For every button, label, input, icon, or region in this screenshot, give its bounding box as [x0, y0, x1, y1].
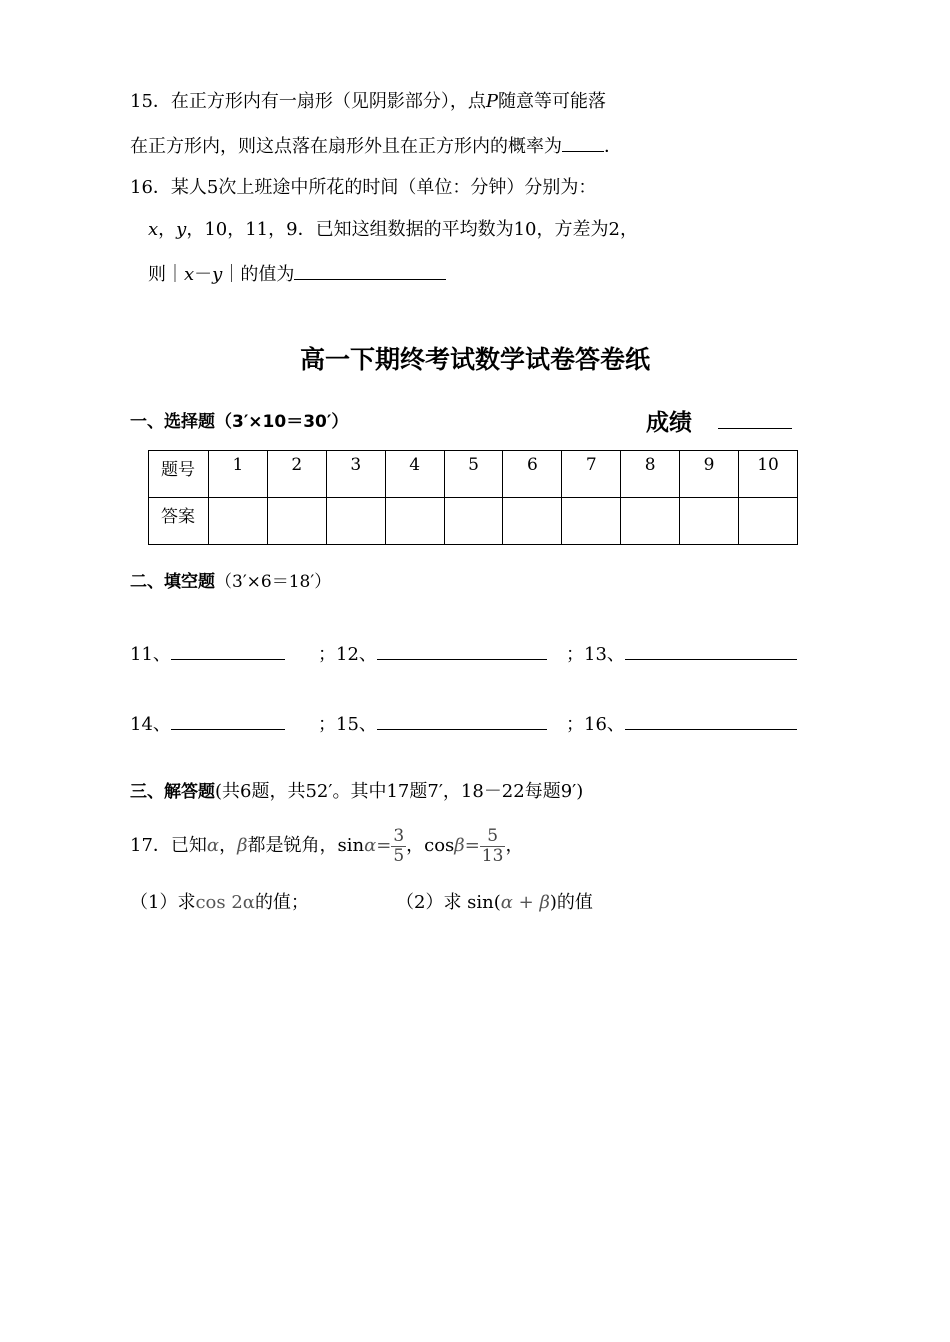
section2-heading: [130, 570, 331, 594]
blank-label-12: ；12、: [318, 644, 377, 665]
blank-15[interactable]: [377, 711, 547, 730]
q16-line1: [130, 176, 596, 200]
q17-comma: ，: [219, 835, 238, 856]
section1-heading: 一、选择题（3′×10＝30′）: [130, 412, 349, 432]
q15-text-a: 15．在正方形内有一扇形（见阴影部分），点: [130, 91, 486, 112]
q17-beta-2: β: [454, 835, 465, 856]
q16-answer-blank[interactable]: [294, 261, 446, 280]
blank-row-2: [130, 711, 285, 737]
q15-text-b: 随意等可能落: [498, 91, 607, 112]
blank-12[interactable]: [377, 641, 547, 660]
answer-cell[interactable]: [680, 498, 739, 545]
answer-cell[interactable]: [621, 498, 680, 545]
section2-label: 二、填空题: [130, 572, 215, 592]
blank-16[interactable]: [625, 711, 797, 730]
q17-part1: [130, 891, 309, 915]
blank-13[interactable]: [625, 641, 797, 660]
blank-label-13: ；13、: [566, 644, 625, 665]
blank-row-1b: [318, 641, 547, 667]
q17-text-d: ，: [505, 835, 524, 856]
section2-points: （3′×6＝18′）: [215, 572, 332, 592]
section3-heading: [130, 780, 583, 804]
q16-text-b: ，10，11，9．已知这组数据的平均数为10，方差为2，: [186, 219, 638, 240]
question-number: 2: [267, 451, 326, 498]
answer-cell[interactable]: [503, 498, 562, 545]
answer-cell[interactable]: [444, 498, 503, 545]
question-number: 4: [385, 451, 444, 498]
question-number: 10: [739, 451, 798, 498]
q17-alpha: α: [206, 835, 220, 856]
q17-beta: β: [237, 835, 248, 856]
question-number: 7: [562, 451, 621, 498]
q16-sep: ，: [158, 219, 177, 240]
q17-part1-end: 的值；: [254, 892, 309, 913]
blank-row-2c: [566, 711, 797, 737]
q17-part1-label: （1）求: [130, 892, 196, 913]
frac2-den: 13: [481, 845, 504, 866]
q16-var-y: y: [176, 219, 187, 240]
q16-line2: [148, 218, 638, 242]
row-head-answer: 答案: [149, 498, 209, 545]
blank-14[interactable]: [171, 711, 285, 730]
q16-expr-x: x: [184, 264, 195, 285]
q16-text-c: 则｜: [148, 264, 184, 285]
q16-minus: －: [194, 264, 213, 285]
blank-11[interactable]: [171, 641, 285, 660]
fraction-5-13: [480, 827, 506, 866]
q17-text-b: 都是锐角，sin: [247, 835, 365, 856]
question-number: 3: [326, 451, 385, 498]
question-number: 8: [621, 451, 680, 498]
q17-alpha-2: α: [364, 835, 377, 856]
answer-cell[interactable]: [326, 498, 385, 545]
answer-table: [148, 450, 798, 545]
answer-cell[interactable]: [209, 498, 268, 545]
q17-part2-expr: α + β: [500, 892, 550, 913]
q17-line1: [130, 826, 523, 874]
blank-label-11: 11、: [130, 644, 171, 665]
row-head-number: 题号: [149, 451, 209, 498]
q17-text-c: ，cos: [406, 835, 455, 856]
blank-row-1c: [566, 641, 797, 667]
answer-cell[interactable]: [739, 498, 798, 545]
frac2-num: 5: [480, 827, 506, 847]
q16-text-a: 16．某人5次上班途中所花的时间（单位：分钟）分别为：: [130, 177, 597, 198]
q15-var-p: P: [485, 91, 499, 112]
q15-text-c: 在正方形内，则这点落在扇形外且在正方形内的概率为: [130, 136, 562, 157]
q17-eq-1: =: [376, 835, 392, 856]
question-number: 9: [680, 451, 739, 498]
q17-eq-2: =: [464, 835, 480, 856]
score-blank[interactable]: [718, 428, 792, 429]
fraction-3-5: [391, 827, 406, 866]
section3-points: (共6题，共52′。其中17题7′，18－22每题9′): [215, 781, 584, 802]
page-title: 高一下期终考试数学试卷答卷纸: [299, 345, 650, 374]
q17-part1-expr: cos 2α: [195, 892, 255, 913]
answer-cell[interactable]: [562, 498, 621, 545]
q15-line1: [130, 90, 606, 114]
q17-part2: [396, 891, 593, 915]
blank-label-15: ；15、: [318, 714, 377, 735]
q16-var-x: x: [148, 219, 159, 240]
q15-text-d: ．: [604, 136, 622, 157]
frac1-den: 5: [393, 845, 405, 866]
q17-part2-label: （2）求 sin(: [396, 892, 501, 913]
frac1-num: 3: [393, 825, 405, 846]
q15-answer-blank[interactable]: [562, 133, 604, 152]
table-row-answers: [149, 498, 798, 545]
table-row-numbers: [149, 451, 798, 498]
q16-line3: [148, 261, 446, 287]
q15-line2: [130, 133, 622, 159]
q17-part2-end: )的值: [549, 892, 593, 913]
question-number: 1: [209, 451, 268, 498]
q17-text-a: 17．已知: [130, 835, 207, 856]
blank-label-14: 14、: [130, 714, 171, 735]
blank-label-16: ；16、: [566, 714, 625, 735]
score-label: 成绩: [646, 410, 692, 436]
question-number: 6: [503, 451, 562, 498]
section3-label: 三、解答题: [130, 782, 215, 802]
question-number: 5: [444, 451, 503, 498]
blank-row-1: [130, 641, 285, 667]
blank-row-2b: [318, 711, 547, 737]
answer-cell[interactable]: [385, 498, 444, 545]
q16-expr-y: y: [212, 264, 223, 285]
answer-cell[interactable]: [267, 498, 326, 545]
q16-text-d: ｜的值为: [222, 264, 295, 285]
